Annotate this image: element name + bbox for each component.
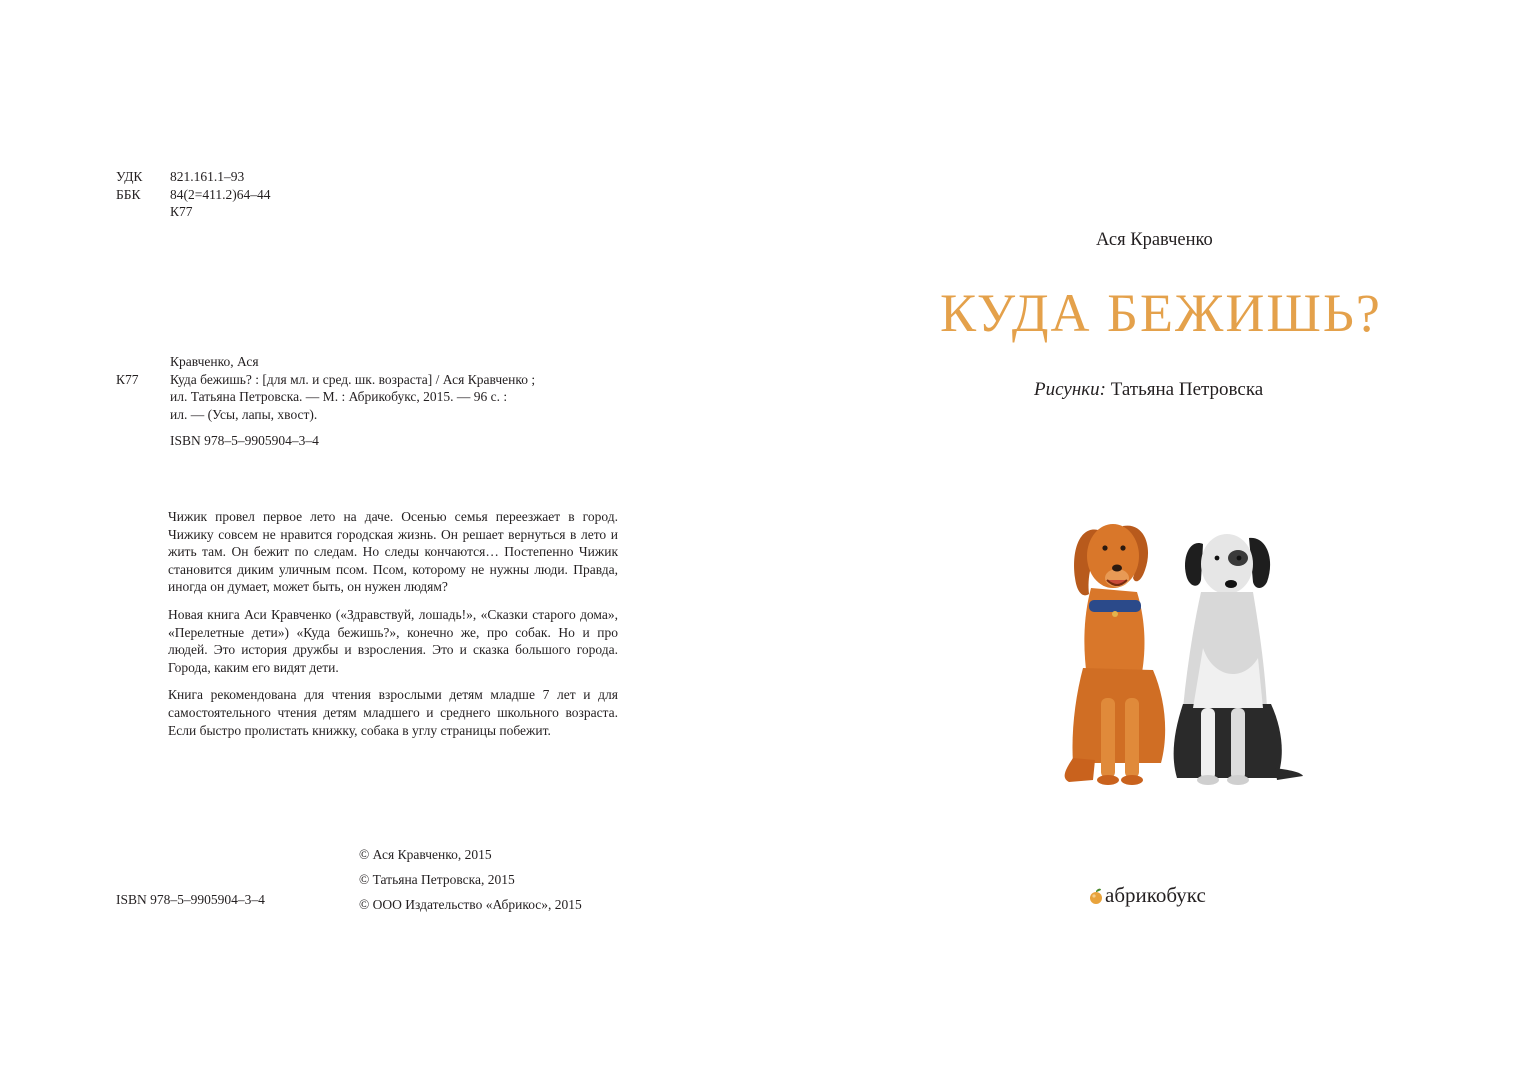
isbn-bottom: ISBN 978–5–9905904–3–4: [116, 892, 265, 907]
black-white-dog: [1174, 534, 1303, 785]
biblio-row: [116, 432, 586, 450]
annotation-paragraph: Книга рекомендована для чтения взрослыми детям младше 7 лет и для самостоятельного чтения детям младшего и среднего школьного возраста. Если быстро пролистать книжку, собака в углу страницы побежит.: [168, 687, 618, 738]
biblio-code: К77: [116, 371, 139, 387]
biblio-row: [116, 371, 586, 389]
catalog-row-udk: [116, 168, 270, 186]
catalog-row-bbk: [116, 186, 270, 204]
copyright-line: © Татьяна Петровска, 2015: [359, 872, 515, 887]
annotation-paragraph: Новая книга Аси Кравченко («Здравствуй, лошадь!», «Сказки старого дома», «Перелетные дети») «Куда бежишь?», конечно же, про собак. Но и про людей. Это история дружбы и взросления. Это и сказка большого города. Города, каким его видят дети.: [168, 606, 618, 675]
orange-dog: [1065, 524, 1166, 785]
catalog-row-code: [116, 203, 270, 221]
biblio-line: ил. — (Усы, лапы, хвост).: [170, 406, 318, 422]
publisher-logo: [1089, 883, 1206, 908]
author-name: Ася Кравченко: [1096, 230, 1213, 250]
biblio-row: [116, 388, 586, 406]
copyright-line: © Ася Кравченко, 2015: [359, 847, 492, 862]
catalog-key: УДК: [116, 169, 143, 184]
copyright-line: © ООО Издательство «Абрикос», 2015: [359, 897, 582, 912]
catalog-key: [116, 203, 170, 221]
biblio-isbn: ISBN 978–5–9905904–3–4: [170, 433, 319, 448]
annotation: [168, 508, 618, 749]
annotation-paragraph: Чижик провел первое лето на даче. Осенью семья переезжает в город. Чижику совсем не нравится городская жизнь. Он решает вернуться в лето и жить там. Он бежит по следам. Но следы кончаются… Постепенно Чижик становится диким уличным псом. Псом, которому не нужны люди. Правда, иногда он думает, может быть, он нужен людям?: [168, 509, 618, 595]
bibliographic-record: [116, 353, 586, 450]
book-title: КУДА БЕЖИШЬ?: [940, 283, 1382, 343]
catalog-value: 84(2=411.2)64–44: [170, 186, 271, 202]
biblio-row: [116, 353, 586, 371]
catalog-key: ББК: [116, 186, 141, 202]
catalog-value: 821.161.1–93: [170, 169, 245, 184]
publisher-name: абрикобукс: [1105, 883, 1206, 907]
biblio-author-heading: Кравченко, Ася: [170, 354, 259, 369]
illustrator-credit: [1034, 379, 1263, 401]
biblio-line: Куда бежишь? : [для мл. и сред. шк. возраста] / Ася Кравченко ;: [170, 371, 536, 387]
biblio-line: ил. Татьяна Петровска. — М. : Абрикобукс, 2015. — 96 с. :: [170, 389, 508, 404]
copyright-block: [359, 842, 582, 917]
left-page: [0, 0, 763, 1080]
two-dogs-illustration: [1053, 508, 1303, 793]
illustrator-label: Рисунки:: [1034, 379, 1106, 400]
apricot-icon: [1089, 887, 1103, 905]
biblio-row: [116, 406, 586, 424]
illustrator-name: Татьяна Петровска: [1110, 379, 1264, 400]
title-page: [763, 0, 1527, 1080]
catalog-codes: [116, 168, 270, 221]
catalog-value: К77: [170, 204, 193, 219]
